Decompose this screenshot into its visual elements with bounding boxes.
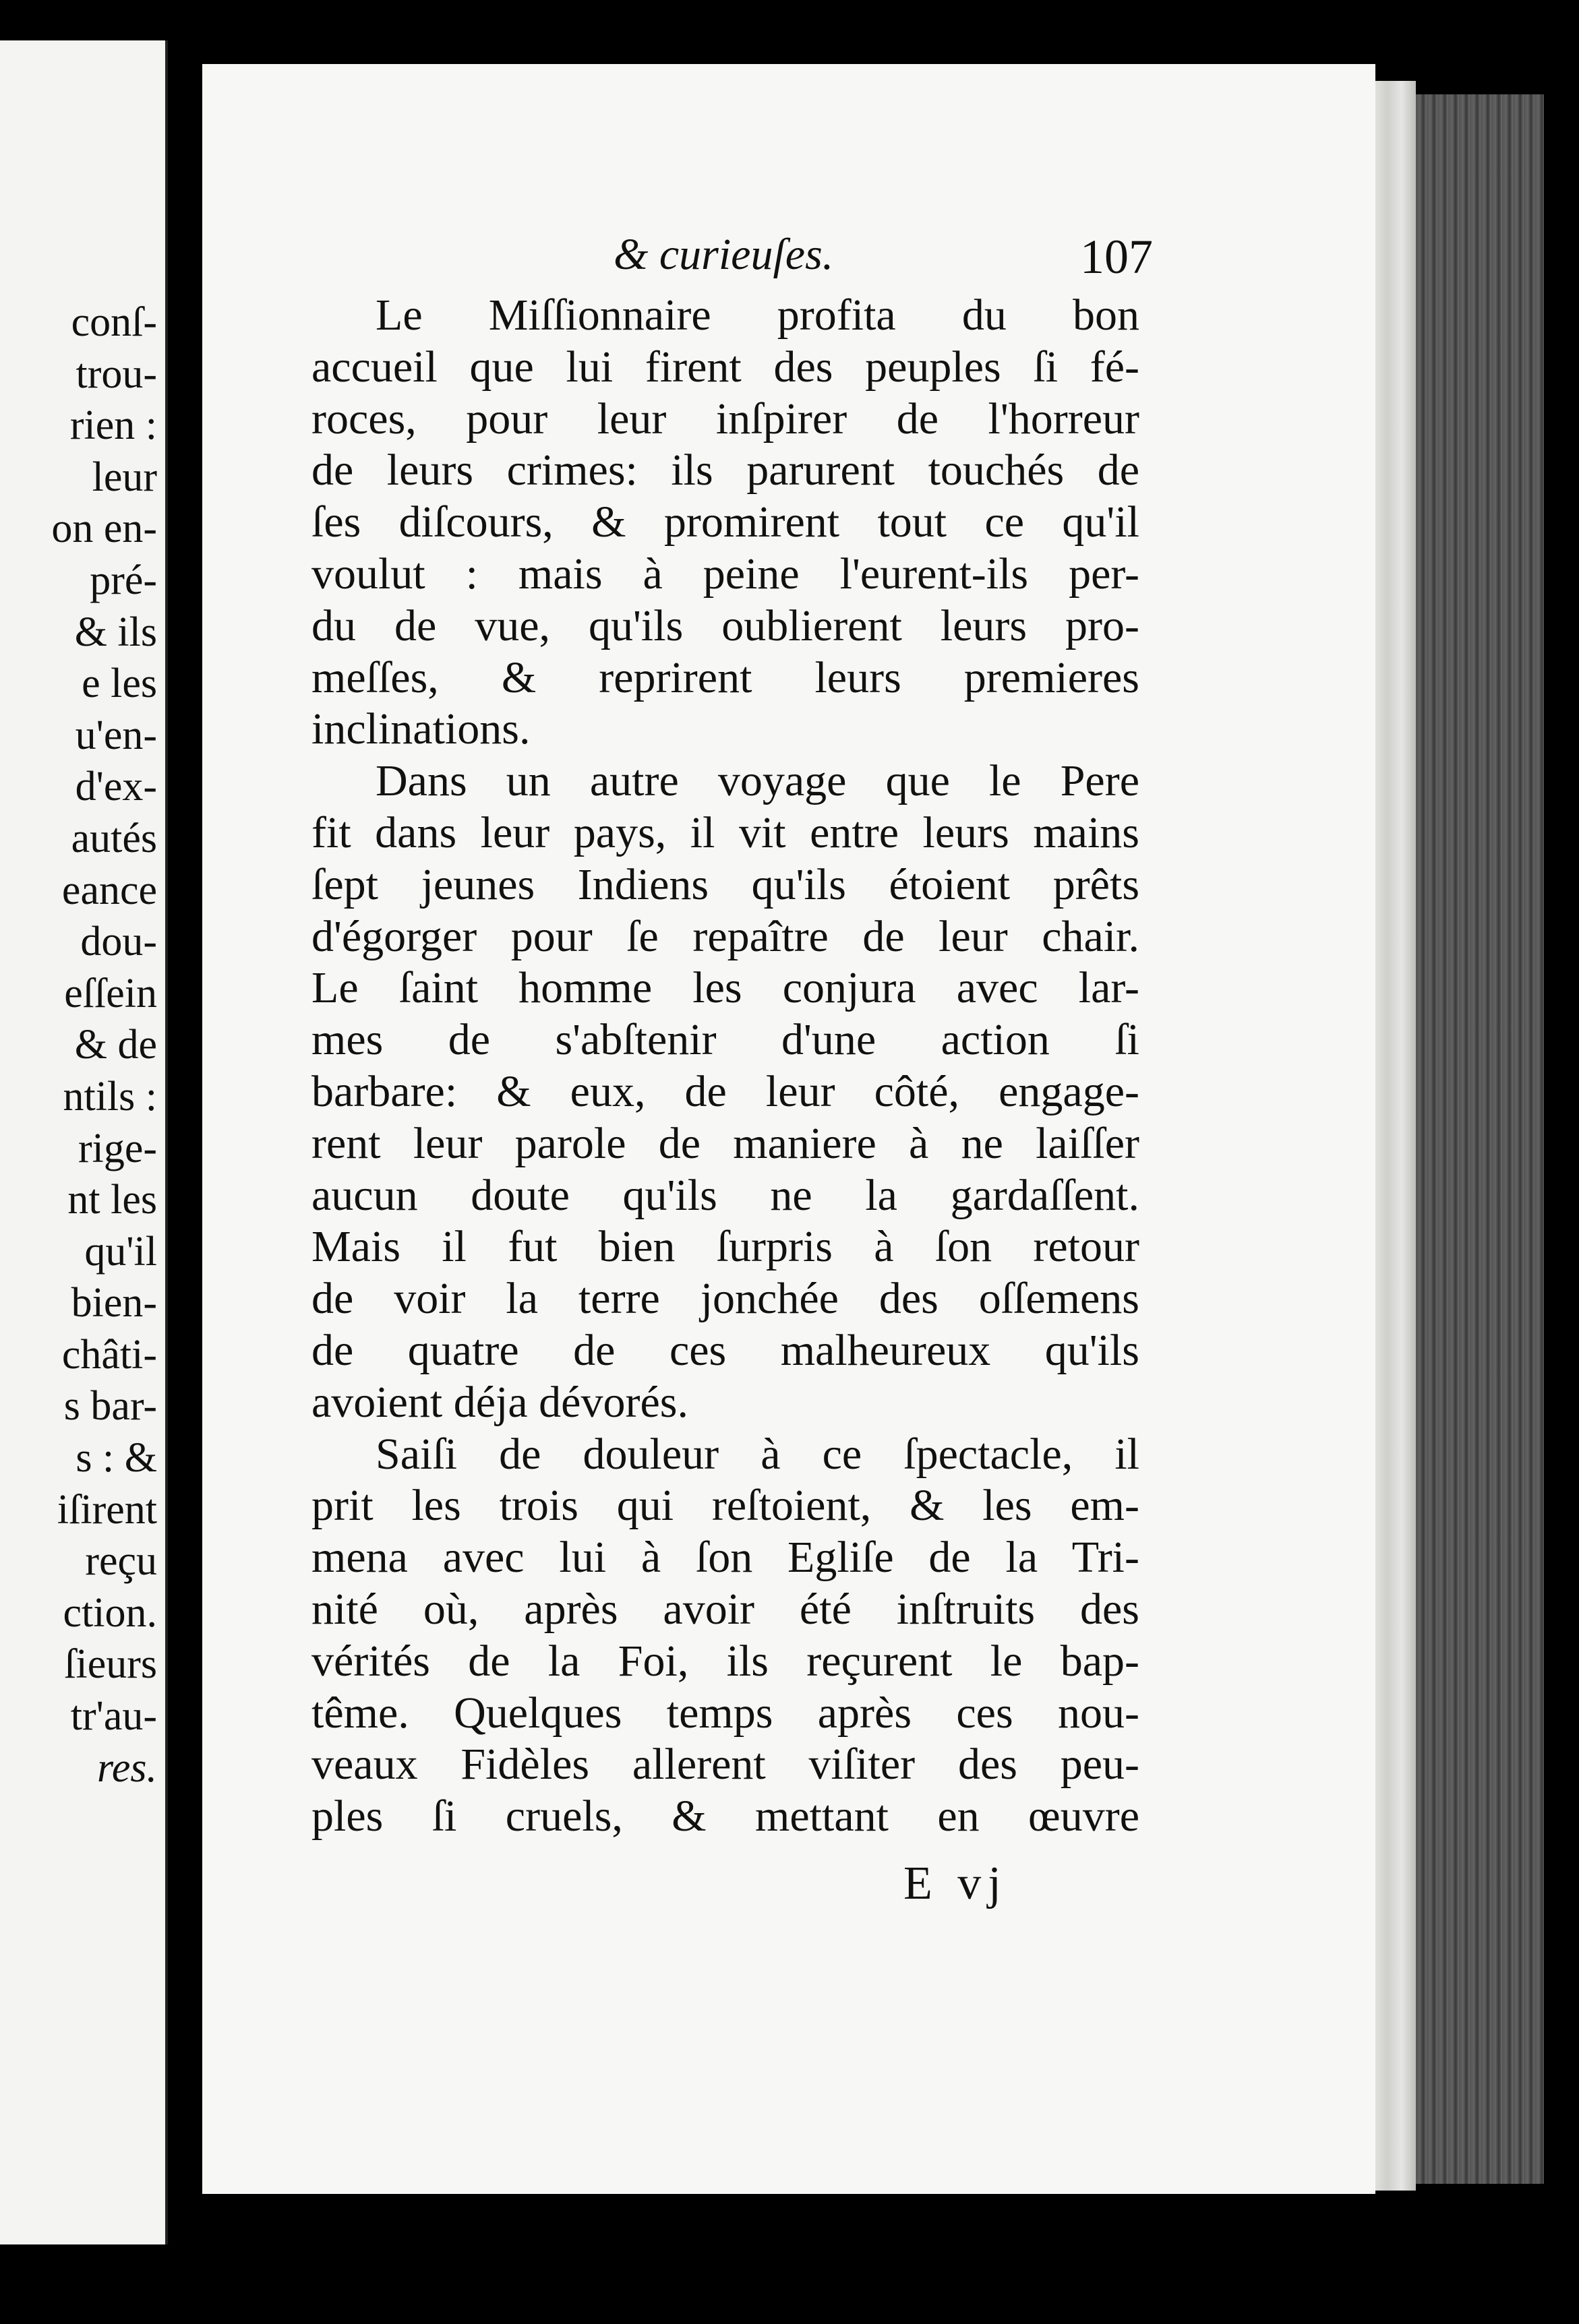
- text-line: Saiſi de douleur à ce ſpectacle, il: [376, 1429, 1139, 1479]
- left-line: reçu: [85, 1538, 157, 1585]
- text-line: meſſes, & reprirent leurs premieres: [311, 652, 1139, 702]
- left-line: dou-: [80, 919, 157, 965]
- text-line: de voir la terre jonchée des oſſemens: [311, 1274, 1139, 1324]
- left-line: eſſein: [64, 970, 157, 1016]
- text-line: Dans un autre voyage que le Pere: [376, 756, 1139, 806]
- left-line: res.: [97, 1744, 157, 1791]
- page-edge: [1369, 81, 1416, 2191]
- text-line: rent leur parole de maniere à ne laiſſer: [311, 1118, 1139, 1168]
- text-line: vérités de la Foi, ils reçurent le bap-: [311, 1636, 1139, 1686]
- text-line: de leurs crimes: ils parurent touchés de: [311, 446, 1139, 495]
- text-line: Le ſaint homme les conjura avec lar-: [311, 963, 1139, 1013]
- left-line: s : &: [76, 1435, 157, 1481]
- text-line: aucun doute qu'ils ne la gardaſſent.: [311, 1170, 1139, 1220]
- text-line: d'égorger pour ſe repaître de leur chair.: [311, 911, 1139, 961]
- text-line: roces, pour leur inſpirer de l'horreur: [311, 394, 1139, 444]
- previous-page: [0, 40, 168, 2244]
- text-line: mes de s'abſtenir d'une action ſi: [311, 1015, 1139, 1065]
- left-line: & ils: [74, 609, 157, 655]
- text-line: tême. Quelques temps après ces nou-: [311, 1688, 1139, 1738]
- text-line: de quatre de ces malheureux qu'ils: [311, 1325, 1139, 1375]
- text-line: accueil que lui firent des peuples ſi fé-: [311, 342, 1139, 392]
- left-line: rien :: [69, 402, 157, 449]
- page-header: [297, 229, 1153, 297]
- text-line: veaux Fidèles allerent viſiter des peu-: [311, 1740, 1139, 1790]
- text-line: voulut : mais à peine l'eurent-ils per-: [311, 549, 1139, 599]
- left-line: on en-: [51, 506, 157, 552]
- left-line: s bar-: [63, 1383, 157, 1430]
- left-line: châti-: [61, 1331, 157, 1378]
- text-line: Mais il fut bien ſurpris à ſon retour: [311, 1222, 1139, 1272]
- left-line: conſ-: [71, 299, 157, 345]
- left-line: d'ex-: [75, 764, 157, 810]
- text-line: inclinations.: [311, 704, 531, 754]
- text-line: Le Miſſionnaire profita du bon: [376, 290, 1139, 340]
- book-fore-edge: [1416, 94, 1544, 2184]
- text-line: ſes diſcours, & promirent tout ce qu'il: [311, 497, 1139, 547]
- text-line: fit dans leur pays, il vit entre leurs mains: [311, 807, 1139, 857]
- left-line: bien-: [71, 1280, 157, 1326]
- left-line: eance: [61, 867, 157, 913]
- left-line: & de: [74, 1022, 157, 1068]
- left-line: iſirent: [57, 1486, 157, 1533]
- left-line: ntils :: [63, 1073, 157, 1120]
- left-line: ſieurs: [64, 1641, 157, 1688]
- text-line: prit les trois qui reſtoient, & les em-: [311, 1481, 1139, 1531]
- text-line: avoient déja dévorés.: [311, 1377, 688, 1427]
- left-line: qu'il: [84, 1228, 157, 1275]
- left-line: leur: [92, 454, 157, 500]
- text-line: du de vue, qu'ils oublierent leurs pro-: [311, 601, 1139, 650]
- signature-mark: E vj: [903, 1858, 1008, 1909]
- text-line: ples ſi cruels, & mettant en œuvre: [311, 1792, 1139, 1841]
- previous-page-text: [0, 297, 157, 1794]
- text-line: mena avec lui à ſon Egliſe de la Tri-: [311, 1533, 1139, 1583]
- left-line: ction.: [63, 1589, 157, 1636]
- body-text: [311, 290, 1139, 1843]
- left-line: pré-: [90, 557, 157, 603]
- left-line: e les: [82, 661, 157, 707]
- left-line: u'en-: [75, 712, 157, 758]
- page-number: 107: [1080, 230, 1153, 284]
- text-line: nité où, après avoir été inſtruits des: [311, 1584, 1139, 1634]
- running-title: & curieuſes.: [614, 230, 834, 279]
- text-line: barbare: & eux, de leur côté, engage-: [311, 1066, 1139, 1116]
- left-line: rige-: [78, 1125, 157, 1171]
- text-line: ſept jeunes Indiens qu'ils étoient prêts: [311, 859, 1139, 909]
- left-line: trou-: [76, 350, 157, 397]
- left-line: nt les: [67, 1177, 157, 1223]
- left-line: tr'au-: [70, 1693, 157, 1740]
- left-line: autés: [71, 815, 157, 861]
